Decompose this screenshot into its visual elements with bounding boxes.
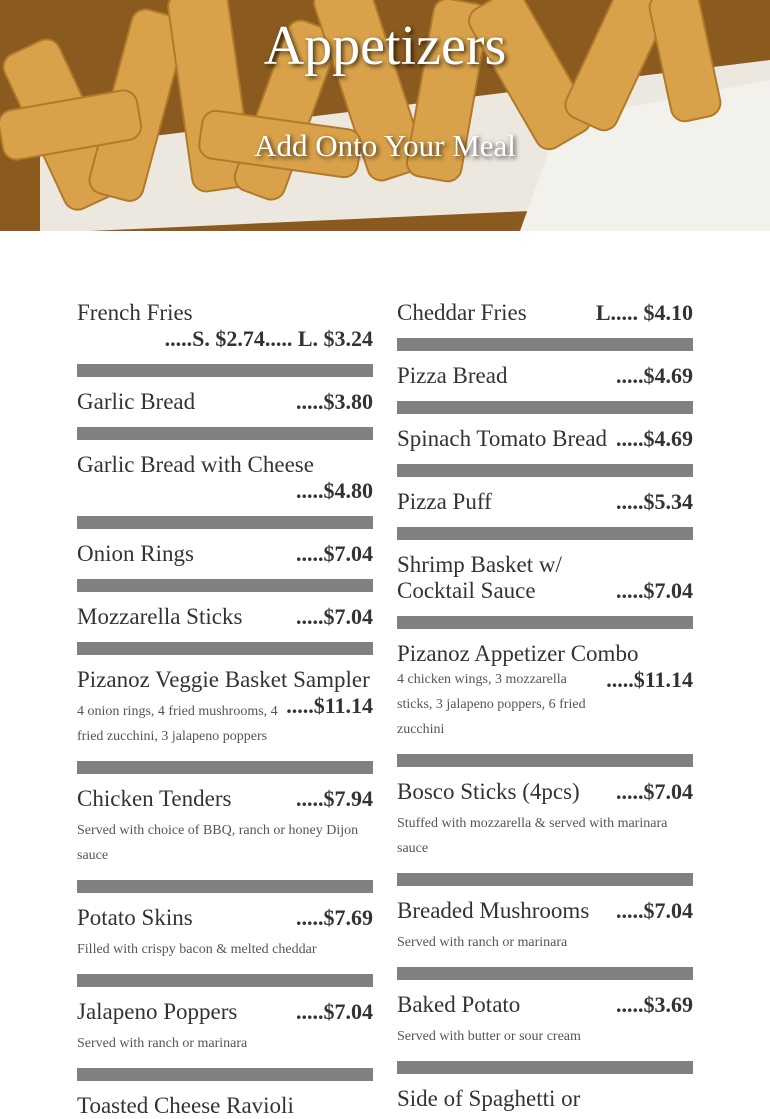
item-name: Breaded Mushrooms: [397, 898, 590, 923]
menu-item: [77, 300, 373, 352]
item-name: Potato Skins: [77, 905, 193, 930]
divider: [397, 1061, 693, 1074]
menu-item: [397, 992, 693, 1049]
item-name: Side of Spaghetti or: [397, 1086, 581, 1111]
item-name: Pizza Puff: [397, 489, 492, 514]
item-name: Pizanoz Appetizer Combo: [397, 641, 639, 666]
item-price: .....$4.80: [296, 478, 373, 503]
menu-item: [77, 452, 373, 504]
item-price: .....$7.04: [616, 779, 693, 804]
menu-column-left: [77, 300, 373, 1119]
item-price: L..... $4.10: [595, 300, 693, 325]
item-description: Stuffed with mozzarella & served with marinara sauce: [397, 816, 668, 856]
item-price: .....$7.04: [296, 999, 373, 1024]
page-subtitle: Add Onto Your Meal: [254, 128, 516, 163]
divider: [397, 967, 693, 980]
item-description: Served with ranch or marinara: [397, 935, 568, 950]
item-price: .....$7.94: [296, 786, 373, 811]
item-price: .....$7.04: [616, 898, 693, 923]
item-price: .....$7.04: [616, 578, 693, 603]
menu-item: [397, 1086, 693, 1112]
divider: [397, 338, 693, 351]
divider: [77, 427, 373, 440]
item-name: Spinach Tomato Bread: [397, 426, 608, 451]
item-description: 4 chicken wings, 3 mozzarella sticks, 3 jalapeno poppers, 6 fried zucchini: [397, 672, 586, 737]
item-price: .....$7.04: [296, 541, 373, 566]
item-name: Chicken Tenders: [77, 786, 232, 811]
menu-item: [397, 898, 693, 955]
menu-item: [397, 779, 693, 861]
item-price: .....$11.14: [286, 693, 373, 718]
item-description: Served with butter or sour cream: [397, 1029, 581, 1044]
divider: [77, 364, 373, 377]
menu-item: [397, 300, 693, 326]
divider: [397, 401, 693, 414]
divider: [397, 527, 693, 540]
item-description: Served with ranch or marinara: [77, 1036, 248, 1051]
menu-item: [397, 552, 693, 604]
item-name: Pizanoz Veggie Basket Sampler: [77, 667, 370, 692]
item-name: Jalapeno Poppers: [77, 999, 238, 1024]
menu-item: [77, 667, 373, 749]
item-description: Filled with crispy bacon & melted cheddar: [77, 942, 317, 957]
hero-banner: [0, 0, 770, 231]
item-description: Served with choice of BBQ, ranch or honey Dijon sauce: [77, 823, 359, 863]
divider: [397, 616, 693, 629]
item-name: Shrimp Basket w/ Cocktail Sauce: [397, 552, 562, 603]
divider: [397, 754, 693, 767]
menu-item: [397, 363, 693, 389]
item-name: Cheddar Fries: [397, 300, 527, 325]
divider: [397, 464, 693, 477]
item-price: .....$4.69: [616, 363, 693, 388]
item-price: .....$4.69: [616, 426, 693, 451]
item-price: .....$3.69: [616, 992, 693, 1017]
divider: [397, 873, 693, 886]
divider: [77, 880, 373, 893]
item-name: Onion Rings: [77, 541, 194, 566]
item-name: French Fries: [77, 300, 193, 325]
item-price: .....S. $2.74..... L. $3.24: [164, 326, 373, 351]
page-title: Appetizers: [263, 15, 507, 77]
divider: [77, 579, 373, 592]
item-name: Pizza Bread: [397, 363, 508, 388]
item-name: Garlic Bread: [77, 389, 196, 414]
menu-item: [397, 426, 693, 452]
divider: [77, 642, 373, 655]
menu-item: [77, 1093, 373, 1119]
menu-item: [397, 489, 693, 515]
item-name: Toasted Cheese Ravioli: [77, 1093, 294, 1118]
menu-item: [77, 999, 373, 1056]
item-price: .....$7.04: [296, 604, 373, 629]
menu-column-right: [397, 300, 693, 1112]
menu-item: [77, 604, 373, 630]
item-price: .....$5.34: [616, 489, 693, 514]
menu-item: [77, 905, 373, 962]
item-name: Bosco Sticks (4pcs): [397, 779, 580, 804]
divider: [77, 974, 373, 987]
item-price: .....$3.80: [296, 389, 373, 414]
menu-item: [77, 541, 373, 567]
divider: [77, 1068, 373, 1081]
item-description: 4 onion rings, 4 fried mushrooms, 4 fried zucchini, 3 jalapeno poppers: [77, 704, 278, 744]
item-name: Garlic Bread with Cheese: [77, 452, 314, 477]
divider: [77, 761, 373, 774]
item-name: Baked Potato: [397, 992, 521, 1017]
item-price: .....$11.14: [606, 667, 693, 692]
menu-item: [397, 641, 693, 742]
divider: [77, 516, 373, 529]
menu-item: [77, 389, 373, 415]
item-price: .....$7.69: [296, 905, 373, 930]
menu-item: [77, 786, 373, 868]
item-name: Mozzarella Sticks: [77, 604, 243, 629]
